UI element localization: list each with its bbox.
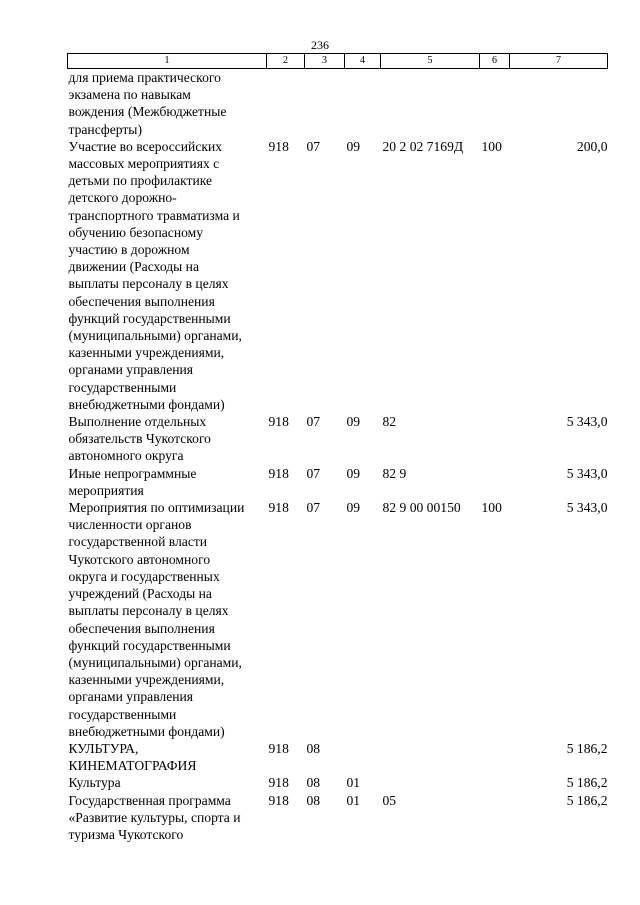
row-section-code: 08 (306, 775, 321, 791)
row-expense-type-code (480, 69, 510, 138)
table-row (68, 465, 608, 499)
table-row (68, 413, 608, 465)
column-header-1: 1 (68, 54, 267, 69)
row-description: Мероприятия по оптимизации численности органов государственной власти Чукотского автономного округа и государственных учреждений (Расходы на выплаты персоналу в целях обеспечения выполнения функций государственными (муниципальными) органами, казенными учреждениями, органами управления государственными внебюджетными фондами) (68, 500, 245, 739)
row-target-item-code: 82 9 00 00150 (382, 500, 461, 516)
row-section-code: 07 (306, 500, 321, 516)
row-ministry-code: 918 (268, 775, 289, 791)
row-expense-type-code: 100 (481, 500, 502, 516)
row-subsection-code: 01 (346, 775, 361, 791)
row-ministry-code (267, 69, 305, 138)
row-target-item-code (381, 69, 480, 138)
row-target-item-code (381, 740, 480, 774)
row-description: Государственная программа «Развитие культуры, спорта и туризма Чукотского (68, 792, 241, 842)
row-subsection-code: 09 (346, 465, 361, 481)
table-row (68, 792, 608, 844)
row-subsection-code (345, 69, 381, 138)
row-amount: 200,0 (576, 138, 608, 154)
column-number-header-row (68, 54, 608, 69)
row-description: Культура (68, 775, 121, 791)
row-subsection-code: 09 (346, 414, 361, 430)
row-section-code: 07 (306, 414, 321, 430)
row-expense-type-code: 100 (481, 138, 502, 154)
column-header-4: 4 (345, 54, 381, 69)
row-subsection-code: 01 (346, 792, 361, 808)
table-row (68, 740, 608, 774)
row-section-code (305, 69, 345, 138)
row-description: КУЛЬТУРА, КИНЕМАТОГРАФИЯ (68, 740, 197, 774)
row-ministry-code: 918 (268, 500, 289, 516)
table-row (68, 69, 608, 138)
row-amount: 5 186,2 (566, 775, 608, 791)
row-expense-type-code (480, 774, 510, 791)
page-number: 236 (311, 38, 329, 52)
row-amount: 5 186,2 (566, 740, 608, 756)
row-description: Выполнение отдельных обязательств Чукотского автономного округа (68, 414, 211, 464)
column-header-7: 7 (510, 54, 608, 69)
row-amount (510, 69, 608, 138)
row-target-item-code: 82 (382, 414, 397, 430)
row-amount: 5 343,0 (566, 465, 608, 481)
row-target-item-code: 20 2 02 7169Д (382, 138, 464, 154)
row-section-code: 08 (306, 740, 321, 756)
column-header-6: 6 (480, 54, 510, 69)
row-subsection-code (345, 740, 381, 774)
row-section-code: 07 (306, 465, 321, 481)
row-ministry-code: 918 (268, 740, 289, 756)
row-amount: 5 343,0 (566, 500, 608, 516)
row-expense-type-code (480, 413, 510, 465)
row-amount: 5 186,2 (566, 792, 608, 808)
row-ministry-code: 918 (268, 792, 289, 808)
column-header-3: 3 (305, 54, 345, 69)
column-header-5: 5 (381, 54, 480, 69)
row-section-code: 07 (306, 138, 321, 154)
row-amount: 5 343,0 (566, 414, 608, 430)
row-target-item-code: 05 (382, 792, 397, 808)
row-target-item-code: 82 9 (382, 465, 407, 481)
row-ministry-code: 918 (268, 465, 289, 481)
table-row (68, 499, 608, 740)
row-target-item-code (381, 774, 480, 791)
row-ministry-code: 918 (268, 138, 289, 154)
table-row (68, 138, 608, 413)
row-expense-type-code (480, 465, 510, 499)
column-header-2: 2 (267, 54, 305, 69)
row-expense-type-code (480, 740, 510, 774)
row-description: Участие во всероссийских массовых мероприятиях с детьми по профилактике детского дорожно- транспортного травматизма и обучению безопасному участию в дорожном движении (Расходы на выплаты персоналу в целях обеспечения выполнения функций государственными (муниципальными) органами, казенными учреждениями, органами управления государственными внебюджетными фондами) (68, 138, 242, 412)
row-subsection-code: 09 (346, 138, 361, 154)
row-description: для приема практического экзамена по навыкам вождения (Межбюджетные трансферты) (68, 70, 227, 137)
table-row (68, 774, 608, 791)
budget-table (67, 53, 608, 843)
row-description: Иные непрограммные мероприятия (68, 465, 197, 498)
row-expense-type-code (480, 792, 510, 844)
row-ministry-code: 918 (268, 414, 289, 430)
row-subsection-code: 09 (346, 500, 361, 516)
row-section-code: 08 (306, 792, 321, 808)
